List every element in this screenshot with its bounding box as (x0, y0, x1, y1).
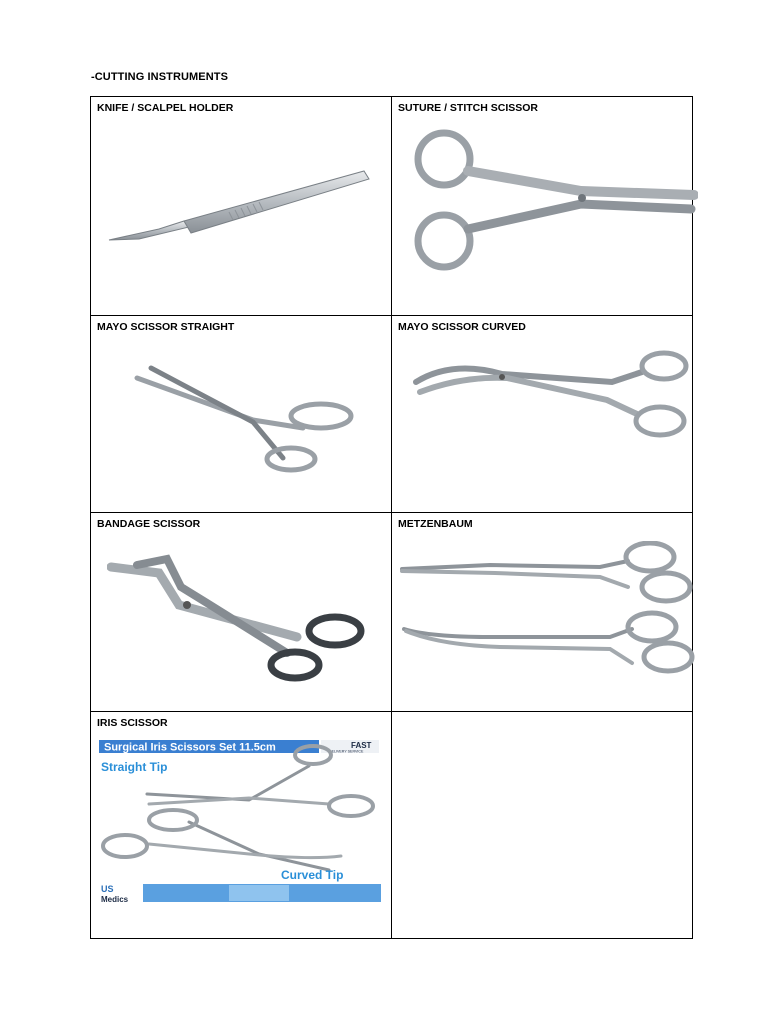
mayo-straight-image (133, 362, 363, 474)
cell-label: SUTURE / STITCH SCISSOR (398, 102, 539, 114)
curved-tip-text: Curved Tip (281, 868, 344, 882)
metzenbaum-image (400, 541, 696, 687)
logo-line2-text: Medics (101, 895, 129, 903)
cell-label: MAYO SCISSOR CURVED (398, 321, 526, 333)
cell-iris-scissor (91, 712, 392, 939)
cell-label: BANDAGE SCISSOR (97, 518, 201, 530)
cell-mayo-curved (392, 316, 693, 513)
cell-scalpel-holder (91, 97, 392, 316)
cell-label: IRIS SCISSOR (97, 717, 168, 729)
cell-label: MAYO SCISSOR STRAIGHT (97, 321, 235, 333)
cell-suture-scissor (392, 97, 693, 316)
straight-tip-text: Straight Tip (101, 760, 168, 774)
banner-sub-text: DELIVERY SERVICE (329, 749, 364, 754)
bandage-scissor-image (107, 543, 367, 685)
cell-mayo-straight (91, 316, 392, 513)
mayo-curved-image (412, 346, 692, 442)
banner-title-text: Surgical Iris Scissors Set 11.5cm (104, 741, 276, 754)
scalpel-holder-image (99, 157, 379, 252)
instrument-table (90, 96, 693, 939)
logo-line1-text: US (101, 884, 114, 894)
cell-empty (392, 712, 693, 939)
banner-brand-text: FAST (351, 741, 372, 750)
cell-label: METZENBAUM (398, 518, 473, 530)
cell-label: KNIFE / SCALPEL HOLDER (97, 102, 234, 114)
cell-bandage-scissor (91, 513, 392, 712)
suture-scissor-image (406, 129, 698, 279)
section-heading: -CUTTING INSTRUMENTS (91, 71, 229, 83)
cell-metzenbaum (392, 513, 693, 712)
iris-scissor-image (99, 738, 381, 903)
